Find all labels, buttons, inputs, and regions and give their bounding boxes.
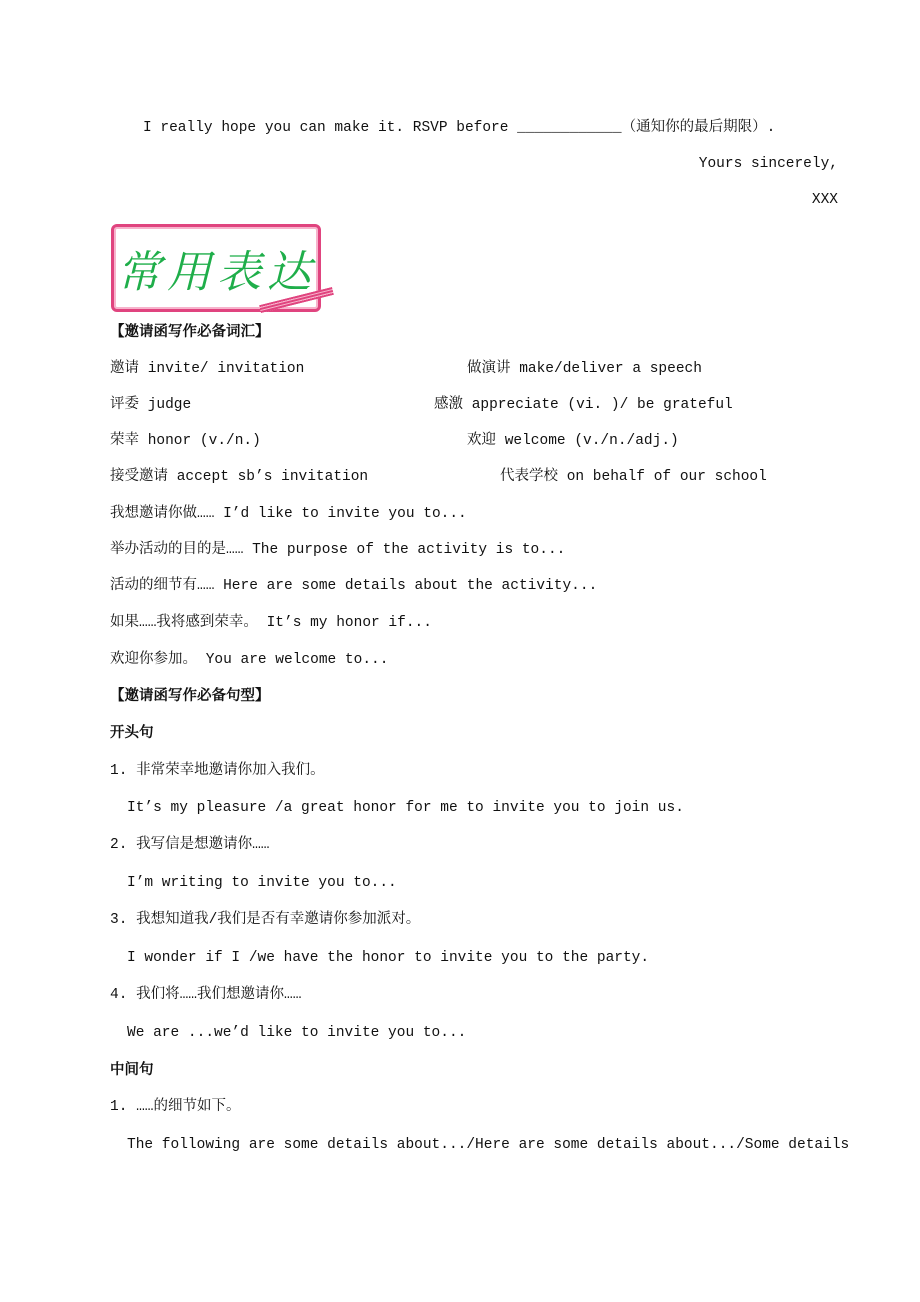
vocab-item: 感激 appreciate (vi. )/ be grateful: [434, 397, 733, 413]
sentence-en: It’s my pleasure /a great honor for me to invite you to join us.: [127, 800, 684, 816]
phrase-item: 活动的细节有…… Here are some details about the activity...: [110, 578, 598, 594]
sentence-en: We are ...we’d like to invite you to...: [127, 1025, 467, 1041]
sentence-cn: 2. 我写信是想邀请你……: [110, 837, 270, 853]
sentence-en: The following are some details about.../Here are some details about.../Some details: [127, 1137, 850, 1153]
letter-signature: XXX: [811, 192, 838, 208]
section-badge: [109, 222, 329, 312]
sentence-cn: 1. 非常荣幸地邀请你加入我们。: [110, 763, 325, 779]
vocab-item: 荣幸 honor (v./n.): [110, 433, 261, 449]
sentence-cn: 3. 我想知道我/我们是否有幸邀请你参加派对。: [110, 912, 421, 928]
middle-title: 中间句: [110, 1062, 154, 1078]
badge-title: 常用表达: [117, 247, 317, 298]
letter-closing-line: I really hope you can make it. RSVP before ____________（通知你的最后期限）.: [143, 120, 776, 136]
opening-title: 开头句: [110, 725, 154, 741]
phrase-item: 如果……我将感到荣幸。 It’s my honor if...: [110, 615, 432, 631]
sentence-en: I’m writing to invite you to...: [127, 875, 397, 891]
vocab-item: 邀请 invite/ invitation: [110, 361, 305, 377]
vocab-item: 做演讲 make/deliver a speech: [467, 361, 702, 377]
vocab-item: 接受邀请 accept sb’s invitation: [110, 469, 369, 485]
sentence-cn: 4. 我们将……我们想邀请你……: [110, 987, 302, 1003]
vocab-item: 评委 judge: [110, 397, 192, 413]
vocab-heading: 【邀请函写作必备词汇】: [110, 324, 270, 340]
letter-signoff: Yours sincerely,: [698, 156, 838, 172]
vocab-item: 代表学校 on behalf of our school: [500, 469, 767, 485]
sentence-en: I wonder if I /we have the honor to invite you to the party.: [127, 950, 650, 966]
vocab-item: 欢迎 welcome (v./n./adj.): [467, 433, 679, 449]
phrase-item: 欢迎你参加。 You are welcome to...: [110, 652, 389, 668]
phrase-item: 我想邀请你做…… I’d like to invite you to...: [110, 506, 467, 522]
sentence-cn: 1. ……的细节如下。: [110, 1099, 241, 1115]
sentence-heading: 【邀请函写作必备句型】: [110, 688, 270, 704]
phrase-item: 举办活动的目的是…… The purpose of the activity is to...: [110, 542, 566, 558]
